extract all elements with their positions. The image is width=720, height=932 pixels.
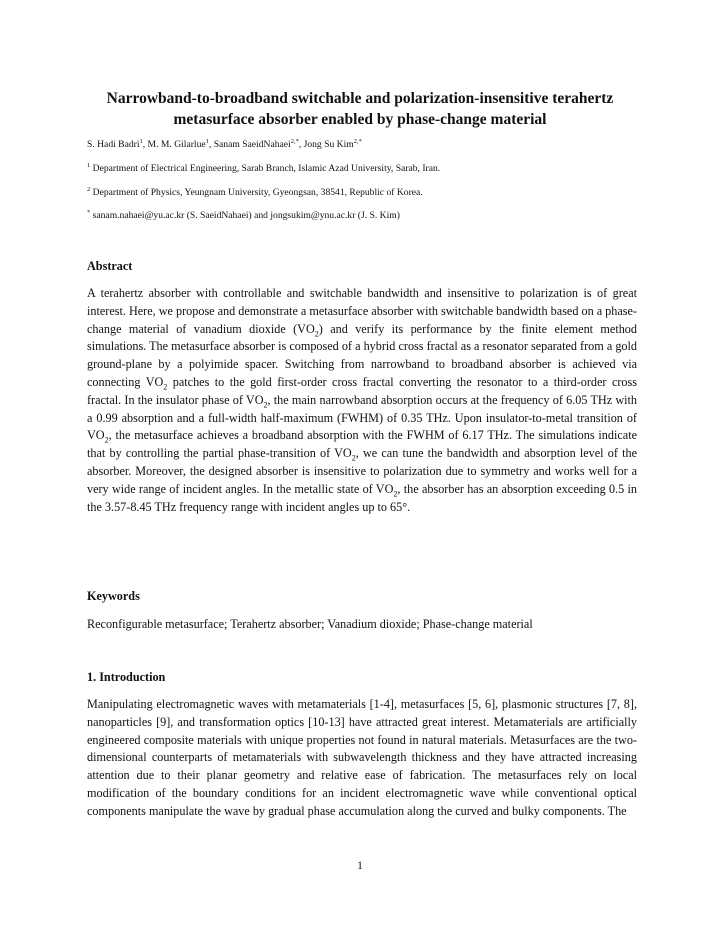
subscript: 2 (263, 400, 268, 410)
author-affiliation-mark: 1 (139, 137, 143, 145)
subscript: 2 (104, 435, 109, 445)
abstract-text: ) and verify its performance by the finite element method simulations. The metasurface absorber is composed of a hybrid cross fractal as a resonator separated from a gold ground-plane by a polyimide spacer. Switching from narrowband to broadband absorber is achieved via connecting VO (87, 321, 637, 389)
abstract-text: , we can tune the bandwidth and absorption level of the absorber. Moreover, the designed absorber is insensitive to polarization due to symmetry and works well for a very wide range of incident angles. In the metallic state of VO (87, 446, 637, 496)
abstract-text: , the absorber has an absorption exceeding 0.5 in the 3.57-8.45 THz frequency range with incident angles up to 65°. (87, 481, 637, 514)
title-line-1: Narrowband-to-broadband switchable and polarization-insensitive terahertz (106, 90, 614, 107)
keywords-heading: Keywords (87, 589, 140, 603)
affiliation-text: Department of Physics, Yeungnam University, Gyeongsan, 38541, Republic of Korea. (90, 187, 423, 198)
abstract-heading: Abstract (87, 259, 133, 273)
affiliation-1 (87, 162, 440, 175)
affiliation-2 (87, 186, 423, 199)
email-text: sanam.nahaei@yu.ac.kr (S. SaeidNahaei) and jongsukim@ynu.ac.kr (J. S. Kim) (90, 210, 400, 221)
abstract-text: A terahertz absorber with controllable and switchable bandwidth and insensitive to polarization is of great interest. Here, we propose and demonstrate a metasurface absorber with switchable bandwidth based on a phase-change material of vanadium dioxide (VO (87, 286, 637, 336)
corresponding-email (87, 209, 400, 222)
author-affiliation-mark: 1 (205, 137, 209, 145)
affiliation-mark: * (87, 208, 91, 216)
paper-title (60, 88, 660, 130)
author-name: , Sanam SaeidNahaei (208, 139, 291, 150)
abstract-text: patches to the gold first-order cross fractal converting the resonator to a third-order cross fractal. In the insulator phase of VO (87, 374, 637, 407)
author-name: , Jong Su Kim (298, 139, 354, 150)
subscript: 2 (163, 382, 168, 392)
abstract-text: , the metasurface achieves a broadband absorption with the FWHM of 6.17 THz. The simulations indicate that by controlling the partial phase-transition of VO (87, 428, 637, 461)
subscript: 2 (393, 489, 398, 499)
abstract-paragraph (87, 285, 637, 516)
affiliation-mark: 1 (87, 161, 91, 169)
affiliation-mark: 2 (87, 185, 91, 193)
introduction-paragraph: Manipulating electromagnetic waves with metamaterials [1-4], metasurfaces [5, 6], plasmonic structures [7, 8], nanoparticles [9], and transformation optics [10-13] have attracted great interest. Metamaterials are artificially engineered composite materials with unique properties not found in natural materials. Metasurfaces are the two-dimensional counterparts of metamaterials with subwavelength thickness and they have attracted increasing attention due to their planar geometry and relative ease of fabrication. The metasurfaces rely on local modification of the boundary conditions for an incident electromagnetic wave while conventional optical components manipulate the wave by gradual phase accumulation along the curved and bulky components. The (87, 697, 637, 818)
subscript: 2 (351, 453, 356, 463)
title-line-2: metasurface absorber enabled by phase-change material (173, 111, 547, 128)
keywords-text: Reconfigurable metasurface; Terahertz absorber; Vanadium dioxide; Phase-change material (87, 617, 533, 631)
author-list (87, 138, 362, 151)
author-affiliation-mark: 2,* (290, 137, 299, 145)
page-number: 1 (357, 860, 363, 872)
affiliation-text: Department of Electrical Engineering, Sarab Branch, Islamic Azad University, Sarab, Iran. (90, 163, 441, 174)
author-name: S. Hadi Badri (87, 139, 140, 150)
author-affiliation-mark: 2,* (353, 137, 362, 145)
author-name: , M. M. Gilarlue (142, 139, 206, 150)
subscript: 2 (314, 329, 319, 339)
abstract-text: , the main narrowband absorption occurs at the frequency of 6.05 THz with a 0.99 absorption and a full-width half-maximum (FWHM) of 0.35 THz. Upon insulator-to-metal transition of VO (87, 392, 638, 443)
introduction-heading: 1. Introduction (87, 670, 166, 684)
